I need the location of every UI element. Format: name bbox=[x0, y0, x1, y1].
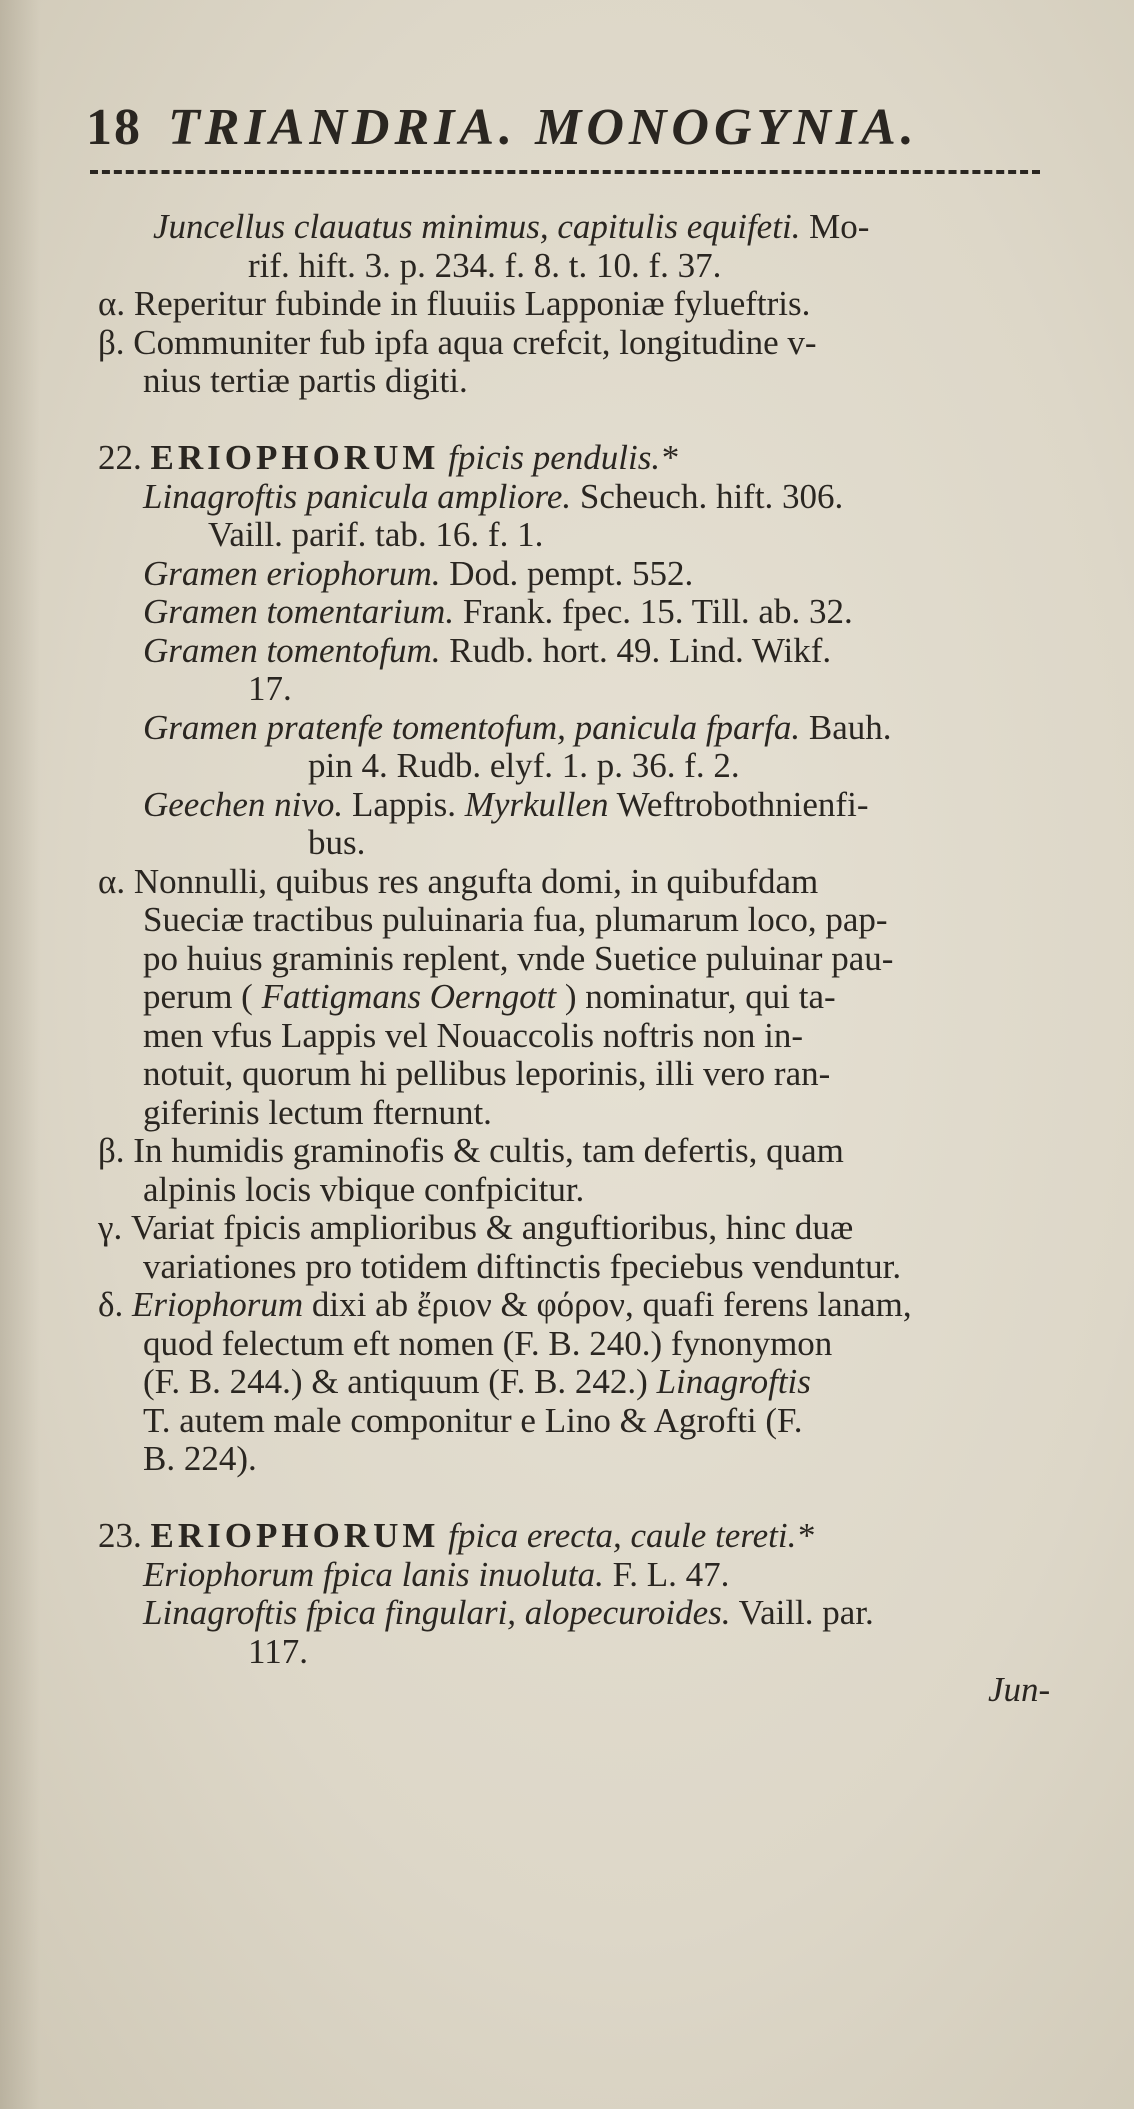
text-segment: variationes pro totidem diftinctis fpeciebus venduntur. bbox=[143, 1246, 902, 1286]
text-segment: alpinis locis vbique confpicitur. bbox=[143, 1169, 585, 1209]
page-edge-shadow bbox=[0, 0, 40, 2109]
text-segment: pin 4. Rudb. elyf. 1. p. 36. f. 2. bbox=[308, 746, 740, 785]
text-segment: ERIOPHORUM bbox=[150, 1516, 440, 1555]
header-rule bbox=[90, 170, 1040, 174]
page-body-text bbox=[98, 208, 1058, 1710]
page-number: 18 bbox=[86, 99, 142, 156]
text-line bbox=[98, 1402, 1058, 1441]
text-segment: 117. bbox=[248, 1631, 308, 1671]
text-line bbox=[98, 1171, 1058, 1210]
text-segment: B. 224). bbox=[143, 1439, 257, 1478]
text-line bbox=[98, 285, 1058, 324]
text-segment: T. autem male componitur e Lino & Agrofti (F. bbox=[143, 1400, 803, 1440]
text-segment: γ. Variat fpicis amplioribus & anguftioribus, hinc duæ bbox=[98, 1208, 854, 1247]
text-line bbox=[98, 786, 1058, 825]
text-line bbox=[98, 709, 1058, 748]
text-segment: perum ( bbox=[143, 977, 262, 1016]
text-line bbox=[98, 1363, 1058, 1402]
text-segment: Scheuch. hift. 306. bbox=[571, 476, 844, 516]
paragraph-gap bbox=[98, 1479, 1058, 1518]
running-title: TRIANDRIA. MONOGYNIA. bbox=[168, 99, 919, 156]
text-line bbox=[98, 1594, 1058, 1633]
text-segment: Rudb. hort. 49. Lind. Wikf. bbox=[440, 630, 832, 670]
text-line bbox=[98, 208, 1058, 247]
text-line bbox=[98, 1671, 1058, 1710]
text-segment: Vaill. par. bbox=[730, 1593, 874, 1632]
text-segment: Lappis. bbox=[343, 784, 465, 824]
text-line bbox=[98, 1325, 1058, 1364]
text-line bbox=[98, 978, 1058, 1017]
text-segment: po huius graminis replent, vnde Suetice puluinar pau- bbox=[143, 938, 894, 978]
text-segment: notuit, quorum hi pellibus leporinis, illi vero ran- bbox=[143, 1054, 831, 1093]
text-line bbox=[98, 670, 1058, 709]
text-segment: Bauh. bbox=[800, 707, 892, 747]
text-segment: Geechen nivo. bbox=[143, 784, 344, 824]
text-segment: quod felectum eft nomen (F. B. 240.) fynonymon bbox=[143, 1323, 833, 1363]
text-segment: dixi ab ἔριον & φόρον, quafi ferens lanam, bbox=[303, 1285, 912, 1324]
text-line bbox=[98, 1209, 1058, 1248]
text-line bbox=[98, 1517, 1058, 1556]
text-segment: Myrkullen bbox=[464, 784, 609, 824]
text-segment: F. L. 47. bbox=[603, 1554, 730, 1594]
text-line bbox=[98, 1132, 1058, 1171]
text-segment: α. Reperitur fubinde in fluuiis Lapponiæ fylueftris. bbox=[98, 284, 811, 323]
text-line bbox=[98, 1248, 1058, 1287]
text-segment: 23. bbox=[98, 1516, 151, 1555]
text-segment: δ. bbox=[98, 1285, 132, 1324]
text-segment: ERIOPHORUM bbox=[150, 438, 440, 477]
text-segment: bus. bbox=[308, 823, 366, 862]
text-segment: 17. bbox=[248, 669, 292, 708]
text-segment: fpica erecta, caule tereti.* bbox=[439, 1516, 814, 1555]
text-segment: Linagroftis fpica fingulari, alopecuroides. bbox=[143, 1593, 731, 1632]
text-line bbox=[98, 1055, 1058, 1094]
text-segment: ) nominatur, qui ta- bbox=[556, 977, 836, 1016]
text-segment: Mo- bbox=[800, 207, 870, 246]
text-line bbox=[98, 1556, 1058, 1595]
text-segment: Juncellus clauatus minimus, capitulis equifeti. bbox=[153, 207, 801, 246]
text-line bbox=[98, 1440, 1058, 1479]
text-line bbox=[98, 439, 1058, 478]
text-line bbox=[98, 1286, 1058, 1325]
running-header bbox=[86, 98, 919, 158]
text-line bbox=[98, 247, 1058, 286]
text-segment: giferinis lectum fternunt. bbox=[143, 1092, 492, 1132]
text-line bbox=[98, 824, 1058, 863]
text-segment: Jun- bbox=[988, 1670, 1051, 1709]
text-line bbox=[98, 593, 1058, 632]
text-segment: 22. bbox=[98, 438, 151, 477]
text-segment: fpicis pendulis.* bbox=[439, 438, 678, 477]
text-line bbox=[98, 478, 1058, 517]
paragraph-gap bbox=[98, 401, 1058, 440]
text-line bbox=[98, 362, 1058, 401]
text-segment: nius tertiæ partis digiti. bbox=[143, 361, 468, 400]
text-segment: β. Communiter fub ipfa aqua crefcit, longitudine v- bbox=[98, 322, 817, 362]
text-line bbox=[98, 1017, 1058, 1056]
text-line bbox=[98, 940, 1058, 979]
text-segment: α. Nonnulli, quibus res angufta domi, in quibufdam bbox=[98, 861, 819, 901]
text-segment: Linagroftis panicula ampliore. bbox=[143, 476, 572, 516]
text-segment: Vaill. parif. tab. 16. f. 1. bbox=[208, 515, 544, 554]
text-segment: Frank. fpec. 15. Till. ab. 32. bbox=[454, 592, 853, 631]
text-segment: Sueciæ tractibus puluinaria fua, plumarum loco, pap- bbox=[143, 900, 888, 939]
text-segment: Fattigmans Oerngott bbox=[261, 977, 557, 1016]
text-segment: Gramen tomentofum. bbox=[143, 630, 441, 670]
text-line bbox=[98, 516, 1058, 555]
text-segment: β. In humidis graminofis & cultis, tam defertis, quam bbox=[98, 1131, 844, 1170]
text-segment: Gramen eriophorum. bbox=[143, 553, 441, 593]
text-segment: Eriophorum fpica lanis inuoluta. bbox=[143, 1554, 604, 1594]
text-segment: rif. hift. 3. p. 234. f. 8. t. 10. f. 37. bbox=[248, 245, 722, 285]
text-line bbox=[98, 747, 1058, 786]
text-segment: men vfus Lappis vel Nouaccolis noftris non in- bbox=[143, 1015, 804, 1055]
text-line bbox=[98, 863, 1058, 902]
text-line bbox=[98, 1633, 1058, 1672]
text-line bbox=[98, 555, 1058, 594]
text-line bbox=[98, 632, 1058, 671]
text-segment: Dod. pempt. 552. bbox=[440, 553, 694, 593]
text-segment: Gramen pratenfe tomentofum, panicula fparfa. bbox=[143, 707, 801, 747]
text-segment: Weftrobothnienfi- bbox=[608, 784, 869, 824]
text-line bbox=[98, 324, 1058, 363]
text-segment: Gramen tomentarium. bbox=[143, 592, 455, 631]
text-segment: Linagroftis bbox=[656, 1362, 811, 1401]
text-line bbox=[98, 1094, 1058, 1133]
text-line bbox=[98, 901, 1058, 940]
text-segment: Eriophorum bbox=[132, 1285, 304, 1324]
text-segment: (F. B. 244.) & antiquum (F. B. 242.) bbox=[143, 1362, 657, 1401]
